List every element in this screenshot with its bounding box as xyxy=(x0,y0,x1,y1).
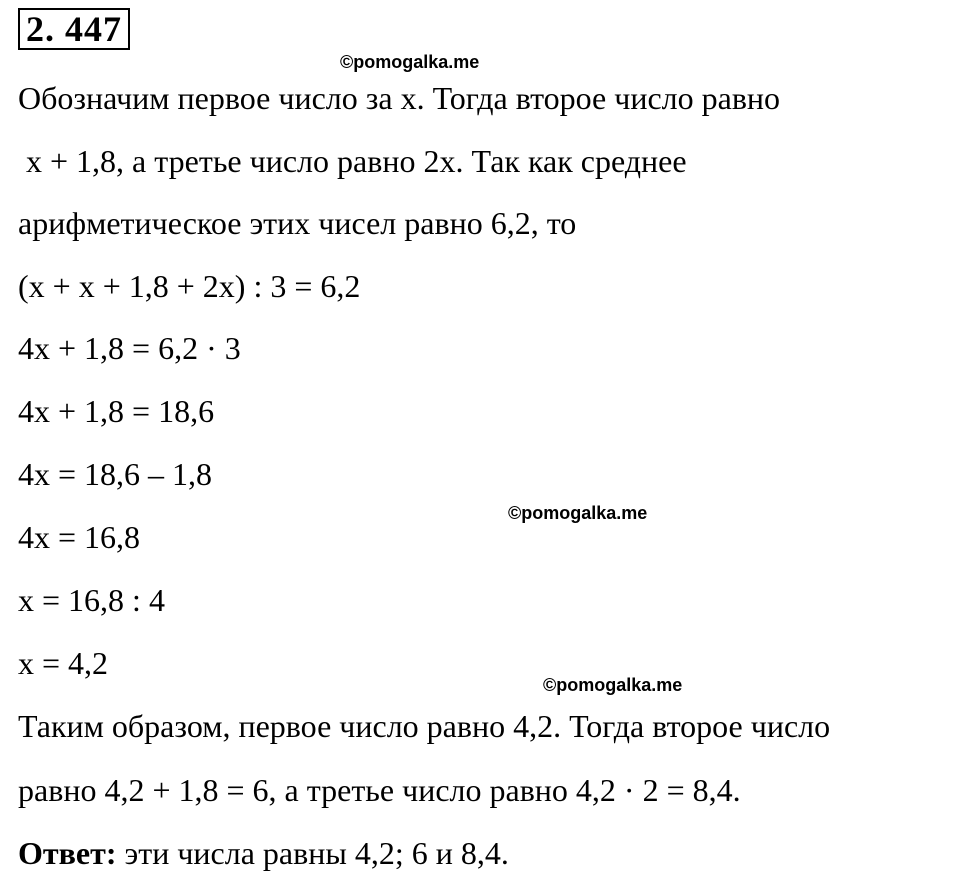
text-line-1: Обозначим первое число за x. Тогда второе число равно xyxy=(18,80,781,116)
equation-line: 4x + 1,8 = 6,2 · 3 xyxy=(18,330,241,366)
answer-text: эти числа равны 4,2; 6 и 8,4. xyxy=(116,835,509,871)
equation-line: 4x + 1,8 = 18,6 xyxy=(18,393,215,429)
text-line-2: x + 1,8, а третье число равно 2x. Так как среднее xyxy=(18,143,687,179)
equation-line: (x + x + 1,8 + 2x) : 3 = 6,2 xyxy=(18,268,361,304)
conclusion-line-1: Таким образом, первое число равно 4,2. Тогда второе число xyxy=(18,708,831,744)
text-line-3: арифметическое этих чисел равно 6,2, то xyxy=(18,205,577,241)
equation-line: 4x = 18,6 – 1,8 xyxy=(18,456,213,492)
watermark-middle: ©pomogalka.me xyxy=(508,503,648,523)
equation-line: x = 4,2 xyxy=(18,645,109,681)
problem-number: 2. 447 xyxy=(18,8,130,50)
answer-line xyxy=(18,835,509,871)
watermark-top: ©pomogalka.me xyxy=(340,52,480,72)
answer-label: Ответ: xyxy=(18,835,117,871)
equation-line: 4x = 16,8 xyxy=(18,519,141,555)
equation-line: x = 16,8 : 4 xyxy=(18,582,165,618)
watermark-bottom: ©pomogalka.me xyxy=(543,675,683,695)
conclusion-line-2: равно 4,2 + 1,8 = 6, а третье число равно 4,2 · 2 = 8,4. xyxy=(18,772,741,808)
